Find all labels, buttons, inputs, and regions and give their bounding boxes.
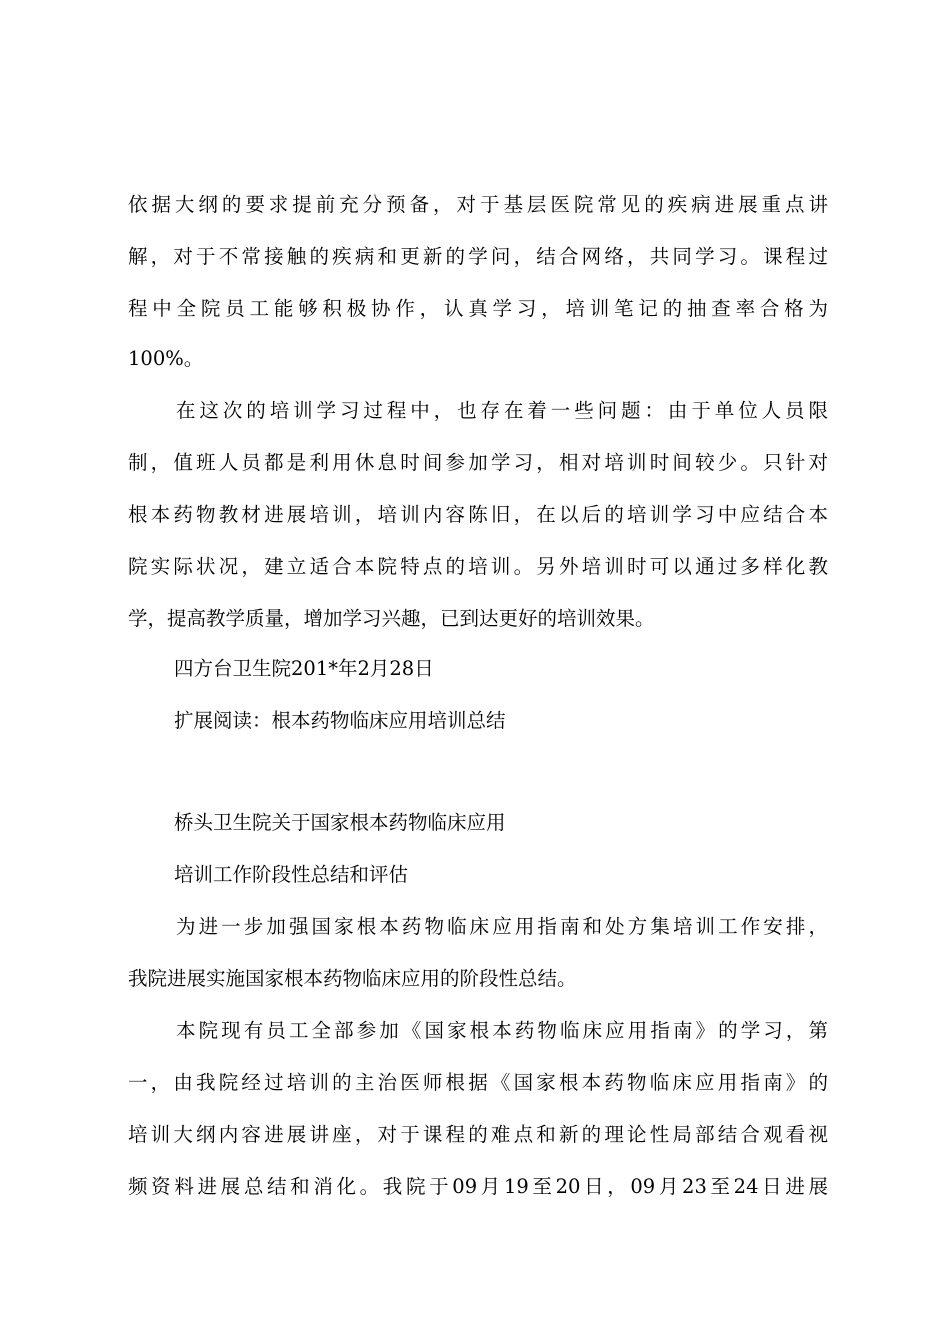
paragraph-1-line-1: 依据大纲的要求提前充分预备，对于基层医院常见的疾病进展重点讲 [128,193,828,216]
paragraph-1-line-3: 程中全院员工能够积极协作，认真学习，培训笔记的抽查率合格为 [128,297,828,320]
report-title-line-1: 桥头卫生院关于国家根本药物临床应用 [174,811,506,834]
paragraph-2-line-5: 学，提高教学质量，增加学习兴趣，已到达更好的培训效果。 [128,607,655,630]
paragraph-2-line-1: 在这次的培训学习过程中，也存在着一些问题：由于单位人员限 [176,399,828,422]
paragraph-2-line-3: 根本药物教材进展培训，培训内容陈旧，在以后的培训学习中应结合本 [128,503,828,526]
signature-date: 四方台卫生院201*年2月28日 [174,657,434,680]
paragraph-2-line-2: 制，值班人员都是利用休息时间参加学习，相对培训时间较少。只针对 [128,451,828,474]
paragraph-3-line-1: 为进一步加强国家根本药物临床应用指南和处方集培训工作安排， [176,915,828,938]
paragraph-4-line-4: 频资料进展总结和消化。我院于09月19至20日，09月23至24日进展 [128,1175,828,1198]
paragraph-1-line-4: 100%。 [128,347,204,370]
paragraph-4-line-2: 一，由我院经过培训的主治医师根据《国家根本药物临床应用指南》的 [128,1071,828,1094]
paragraph-3-line-2: 我院进展实施国家根本药物临床应用的阶段性总结。 [128,967,577,990]
extended-reading-heading: 扩展阅读：根本药物临床应用培训总结 [174,709,506,732]
paragraph-4-line-3: 培训大纲内容进展讲座，对于课程的难点和新的理论性局部结合观看视 [128,1123,828,1146]
paragraph-1-line-2: 解，对于不常接触的疾病和更新的学问，结合网络，共同学习。课程过 [128,245,828,268]
paragraph-4-line-1: 本院现有员工全部参加《国家根本药物临床应用指南》的学习，第 [176,1019,828,1042]
report-title-line-2: 培训工作阶段性总结和评估 [174,863,409,886]
paragraph-2-line-4: 院实际状况，建立适合本院特点的培训。另外培训时可以通过多样化教 [128,555,828,578]
